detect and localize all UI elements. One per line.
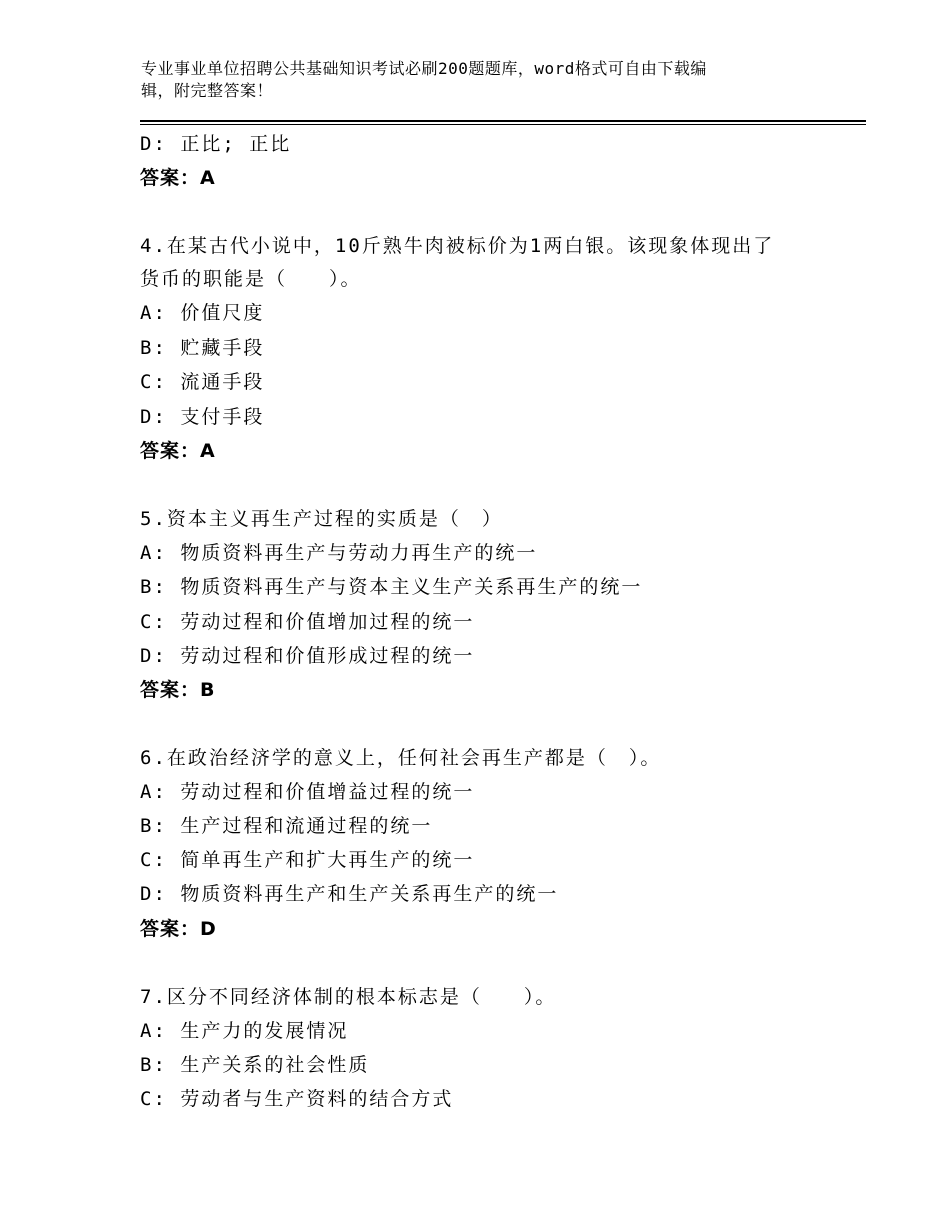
q3-answer: 答案：A: [140, 167, 216, 189]
page-header: [141, 58, 791, 102]
header-text-line-2: 辑，附完整答案！: [141, 81, 274, 100]
q3-option-d: D: 正比; 正比: [140, 133, 292, 155]
q7-stem: 7.区分不同经济体制的根本标志是（ ）。: [140, 986, 557, 1008]
header-rule-thick: [140, 120, 866, 122]
q4-option-d: D: 支付手段: [140, 406, 265, 428]
q4-stem-line-2: 货币的职能是（ ）。: [140, 268, 362, 290]
q4-option-c: C: 流通手段: [140, 371, 265, 393]
header-rule-thin: [140, 124, 866, 125]
q5-option-b: B: 物质资料再生产与资本主义生产关系再生产的统一: [140, 576, 643, 598]
q7-option-c: C: 劳动者与生产资料的结合方式: [140, 1088, 454, 1110]
q5-option-c: C: 劳动过程和价值增加过程的统一: [140, 611, 475, 633]
q6-option-b: B: 生产过程和流通过程的统一: [140, 815, 433, 837]
q5-option-a: A: 物质资料再生产与劳动力再生产的统一: [140, 542, 538, 564]
q5-option-d: D: 劳动过程和价值形成过程的统一: [140, 645, 475, 667]
q6-stem: 6.在政治经济学的意义上，任何社会再生产都是（ ）。: [140, 747, 662, 769]
q6-option-c: C: 简单再生产和扩大再生产的统一: [140, 849, 475, 871]
header-text-line-1: 专业事业单位招聘公共基础知识考试必刷200题题库，word格式可自由下载编: [141, 59, 707, 78]
q7-option-b: B: 生产关系的社会性质: [140, 1054, 370, 1076]
q5-answer: 答案：B: [140, 679, 216, 701]
q4-stem-line-1: 4.在某古代小说中，10斤熟牛肉被标价为1两白银。该现象体现出了: [140, 235, 775, 257]
q6-option-d: D: 物质资料再生产和生产关系再生产的统一: [140, 883, 559, 905]
q4-answer: 答案：A: [140, 440, 216, 462]
q6-answer: 答案：D: [140, 918, 217, 940]
q7-option-a: A: 生产力的发展情况: [140, 1020, 349, 1042]
q4-option-a: A: 价值尺度: [140, 302, 265, 324]
q5-stem: 5.资本主义再生产过程的实质是（ ）: [140, 508, 503, 530]
q6-option-a: A: 劳动过程和价值增益过程的统一: [140, 781, 475, 803]
q4-option-b: B: 贮藏手段: [140, 337, 265, 359]
